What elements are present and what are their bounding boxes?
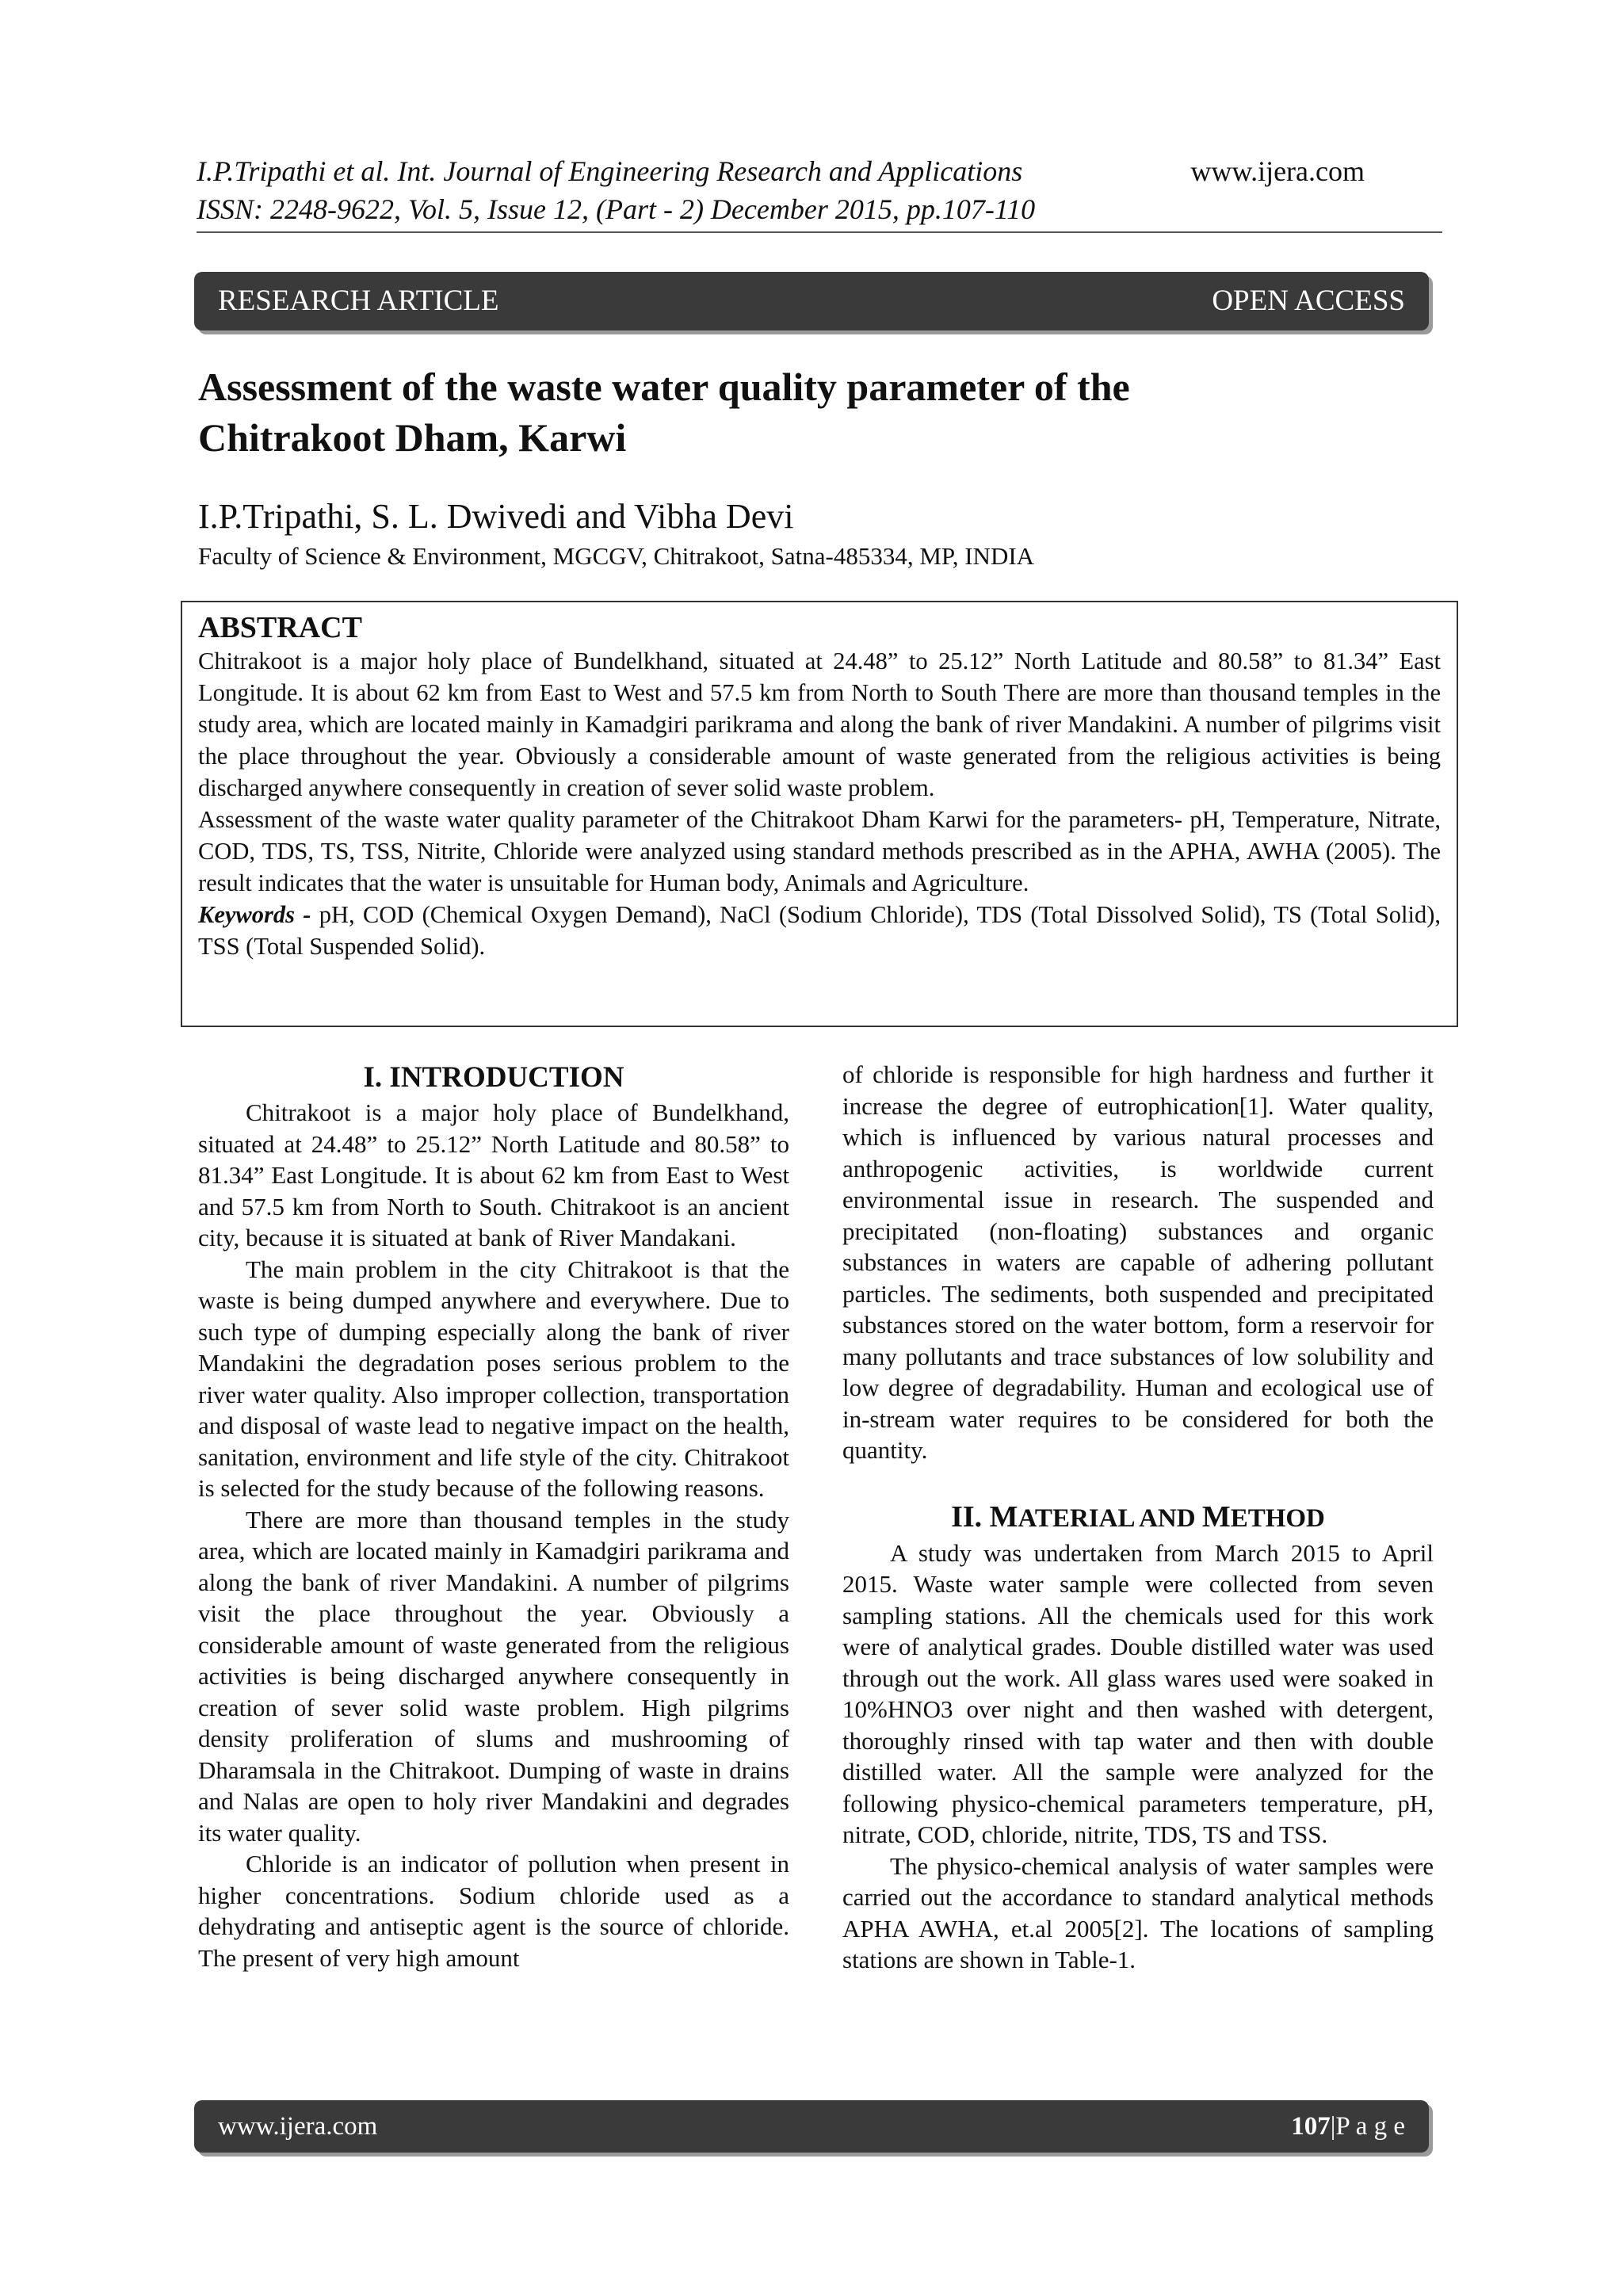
intro-paragraph-3: There are more than thousand temples in the study area, which are located mainly in Kamadgiri parikrama and along the bank of river Mandakini. A number of pilgrims visit the place throughout the year. Obviously a considerable amount of waste generated from the religious activities is being discharged anywhere consequently in creation of sever solid waste problem. High pilgrims density proliferation of slums and mushrooming of Dharamsala in the Chitrakoot. Dumping of waste in drains and Nalas are open to holy river Mandakini and degrades its water quality. [198,1505,789,1847]
intro-paragraph-1: Chitrakoot is a major holy place of Bundelkhand, situated at 24.48” to 25.12” North Latitude and 80.58” to 81.34” East Longitude. It is about 62 km from East to West and 57.5 km from North to South. Chitrakoot is an ancient city, because it is situated at bank of River Mandakani. [198,1098,789,1251]
journal-citation: I.P.Tripathi et al. Int. Journal of Engineering Research and Applications [197,155,1023,187]
paper-title [198,361,1434,463]
method-heading: II. MATERIAL AND METHOD [951,1499,1325,1534]
title-line-2: Chitrakoot Dham, Karwi [198,415,627,460]
keywords [198,899,1441,962]
keywords-label: Keywords - [198,901,311,928]
abstract-heading: ABSTRACT [198,611,362,644]
research-article-label: RESEARCH ARTICLE [218,285,499,317]
header-website-link[interactable]: www.ijera.com [1190,155,1365,187]
intro-paragraph-4: Chloride is an indicator of pollution when present in higher concentrations. Sodium chloride used as a dehydrating and antiseptic agent is the source of chloride. The present of very high amount [198,1850,789,1972]
running-header [197,152,1442,228]
intro-paragraph-2: The main problem in the city Chitrakoot is that the waste is being dumped anywhere and everywhere. Due to such type of dumping especially along the bank of river Mandakini the degradation poses serious problem to the river water quality. Also improper collection, transportation and disposal of waste lead to negative impact on the health, sanitation, environment and life style of the city. Chitrakoot is selected for the study because of the following reasons. [198,1255,789,1502]
method-paragraph-1: A study was undertaken from March 2015 to April 2015. Waste water sample were collected from seven sampling stations. All the chemicals used for this work were of analytical grades. Double distilled water was used through out the work. All glass wares used were soaked in 10%HNO3 over night and then washed with detergent, thoroughly rinsed with tap water and then with double distilled water. All the sample were analyzed for the following physico-chemical parameters temperature, pH, nitrate, COD, chloride, nitrite, TDS, TS and TSS. [842,1538,1434,1848]
footer-banner [194,2100,1429,2153]
author-list: I.P.Tripathi, S. L. Dwivedi and Vibha Devi [198,497,794,536]
header-divider [197,231,1442,233]
intro-paragraph-5: of chloride is responsible for high hardness and further it increase the degree of eutrophication[1]. Water quality, which is influenced by various natural processes and anthropogenic activities, is worldwide current environmental issue in research. The suspended and precipitated (non-floating) substances and organic substances in waters are capable of adhering pollutant particles. The sediments, both suspended and precipitated substances stored on the water bottom, form a reservoir for many pollutants and trace substances of low solubility and low degree of degradability. Human and ecological use of in-stream water requires to be considered for both the quantity. [842,1060,1434,1464]
left-column [198,1059,789,1973]
footer-website-link[interactable]: www.ijera.com [218,2112,378,2141]
open-access-label: OPEN ACCESS [1212,285,1405,317]
right-column [842,1059,1434,1976]
affiliation: Faculty of Science & Environment, MGCGV, Chitrakoot, Satna-485334, MP, INDIA [198,542,1035,570]
method-paragraph-2: The physico-chemical analysis of water samples were carried out the accordance to standard analytical methods APHA AWHA, et.al 2005[2]. The locations of sampling stations are shown in Table-1. [842,1851,1434,1973]
keywords-text: pH, COD (Chemical Oxygen Demand), NaCl (Sodium Chloride), TDS (Total Dissolved Solid), TS (Total Solid), TSS (Total Suspended Solid). [198,901,1441,960]
abstract-paragraph-1: Chitrakoot is a major holy place of Bundelkhand, situated at 24.48” to 25.12” North Latitude and 80.58” to 81.34” East Longitude. It is about 62 km from East to West and 57.5 km from North to South There are more than thousand temples in the study area, which are located mainly in Kamadgiri parikrama and along the bank of river Mandakini. A number of pilgrims visit the place throughout the year. Obviously a considerable amount of waste generated from the religious activities is being discharged anywhere consequently in creation of sever solid waste problem. [198,648,1441,801]
title-line-1: Assessment of the waste water quality parameter of the [198,365,1130,409]
page-number: 107|P a g e [1291,2112,1405,2141]
introduction-heading: I. INTRODUCTION [363,1061,624,1094]
abstract-paragraph-2: Assessment of the waste water quality parameter of the Chitrakoot Dham Karwi for the parameters- pH, Temperature, Nitrate, COD, TDS, TS, TSS, Nitrite, Chloride were analyzed using standard methods prescribed as in the APHA, AWHA (2005). The result indicates that the water is unsuitable for Human body, Animals and Agriculture. [198,806,1441,896]
issn-line: ISSN: 2248-9622, Vol. 5, Issue 12, (Part - 2) December 2015, pp.107-110 [197,193,1036,225]
article-type-banner [194,272,1429,330]
abstract-box [181,601,1458,1027]
